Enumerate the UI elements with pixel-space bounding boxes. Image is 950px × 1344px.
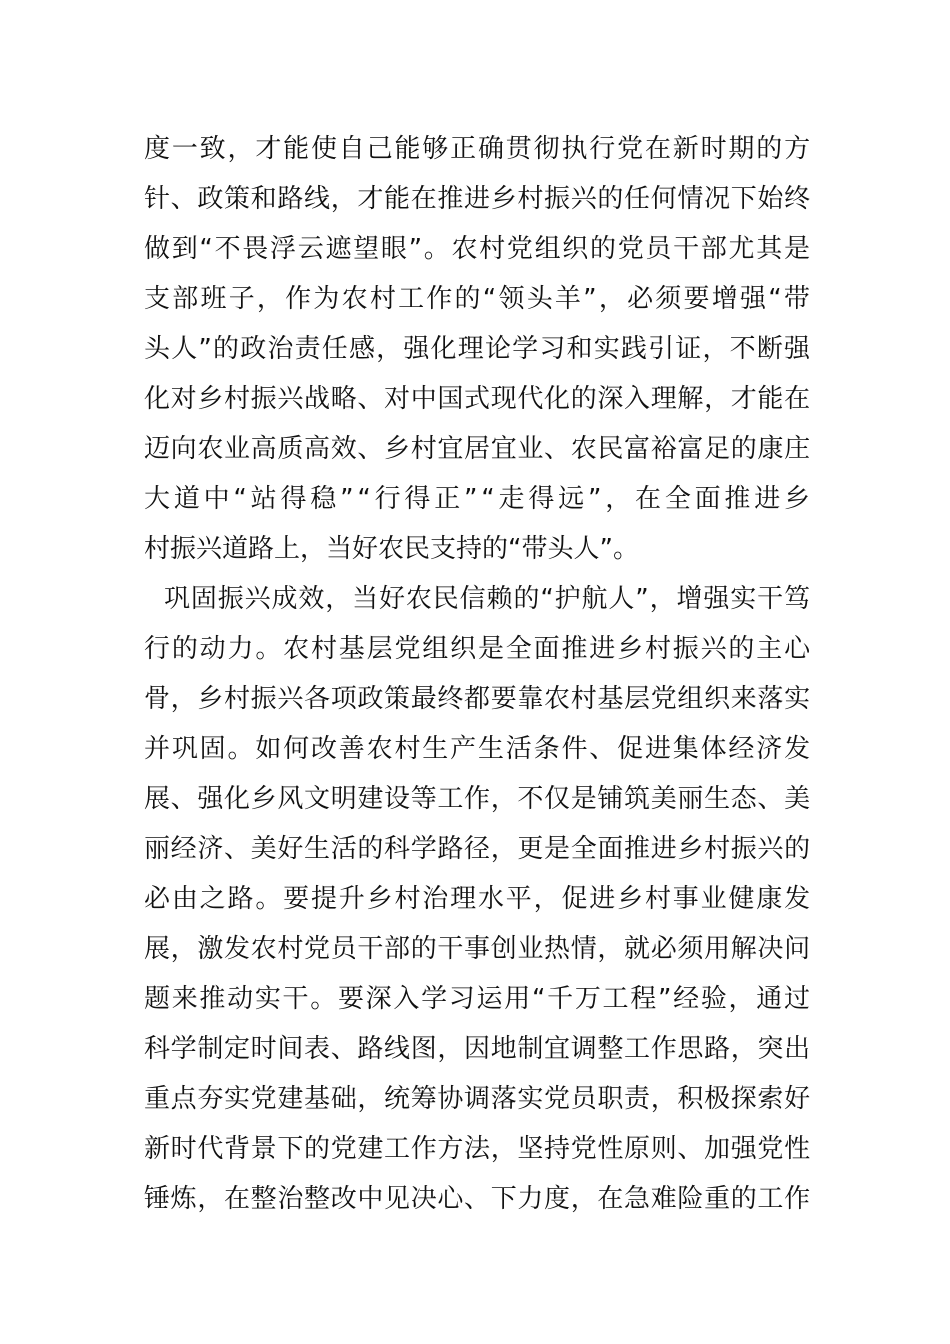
text-line: 村振兴道路上，当好农民支持的“带头人”。 — [144, 534, 639, 564]
text-line: 必由之路。要提升乡村治理水平，促进乡村事业健康发 — [144, 884, 812, 914]
text-line: 大道中“站得稳”“行得正”“走得远”，在全面推进乡 — [144, 484, 814, 514]
text-line: 头人”的政治责任感，强化理论学习和实践引证，不断强 — [144, 334, 812, 364]
paragraph-first-line: 巩固振兴成效，当好农民信赖的“护航人”，增强实干笃 — [164, 584, 811, 614]
document-body — [144, 124, 814, 1224]
text-line: 做到“不畏浮云遮望眼”。农村党组织的党员干部尤其是 — [144, 234, 812, 264]
text-line: 展，激发农村党员干部的干事创业热情，就必须用解决问 — [144, 934, 811, 964]
text-line: 支部班子，作为农村工作的“领头羊”，必须要增强“带 — [144, 284, 813, 314]
text-line: 展、强化乡风文明建设等工作，不仅是铺筑美丽生态、美 — [144, 784, 811, 814]
text-line: 重点夯实党建基础，统筹协调落实党员职责，积极探索好 — [144, 1084, 811, 1114]
text-line: 度一致，才能使自己能够正确贯彻执行党在新时期的方 — [144, 134, 812, 164]
text-line: 化对乡村振兴战略、对中国式现代化的深入理解，才能在 — [144, 384, 811, 414]
text-line: 行的动力。农村基层党组织是全面推进乡村振兴的主心 — [144, 634, 812, 664]
text-line: 题来推动实干。要深入学习运用“千万工程”经验，通过 — [144, 984, 812, 1014]
text-line: 锤炼，在整治整改中见决心、下力度，在急难险重的工作 — [144, 1184, 811, 1214]
text-line: 新时代背景下的党建工作方法，坚持党性原则、加强党性 — [144, 1134, 811, 1164]
text-line: 针、政策和路线，才能在推进乡村振兴的任何情况下始终 — [144, 184, 811, 214]
text-line: 骨，乡村振兴各项政策最终都要靠农村基层党组织来落实 — [144, 684, 811, 714]
text-line: 迈向农业高质高效、乡村宜居宜业、农民富裕富足的康庄 — [144, 434, 811, 464]
text-line: 丽经济、美好生活的科学路径，更是全面推进乡村振兴的 — [144, 834, 811, 864]
text-line: 并巩固。如何改善农村生产生活条件、促进集体经济发 — [144, 734, 812, 764]
text-line: 科学制定时间表、路线图，因地制宜调整工作思路，突出 — [144, 1034, 811, 1064]
